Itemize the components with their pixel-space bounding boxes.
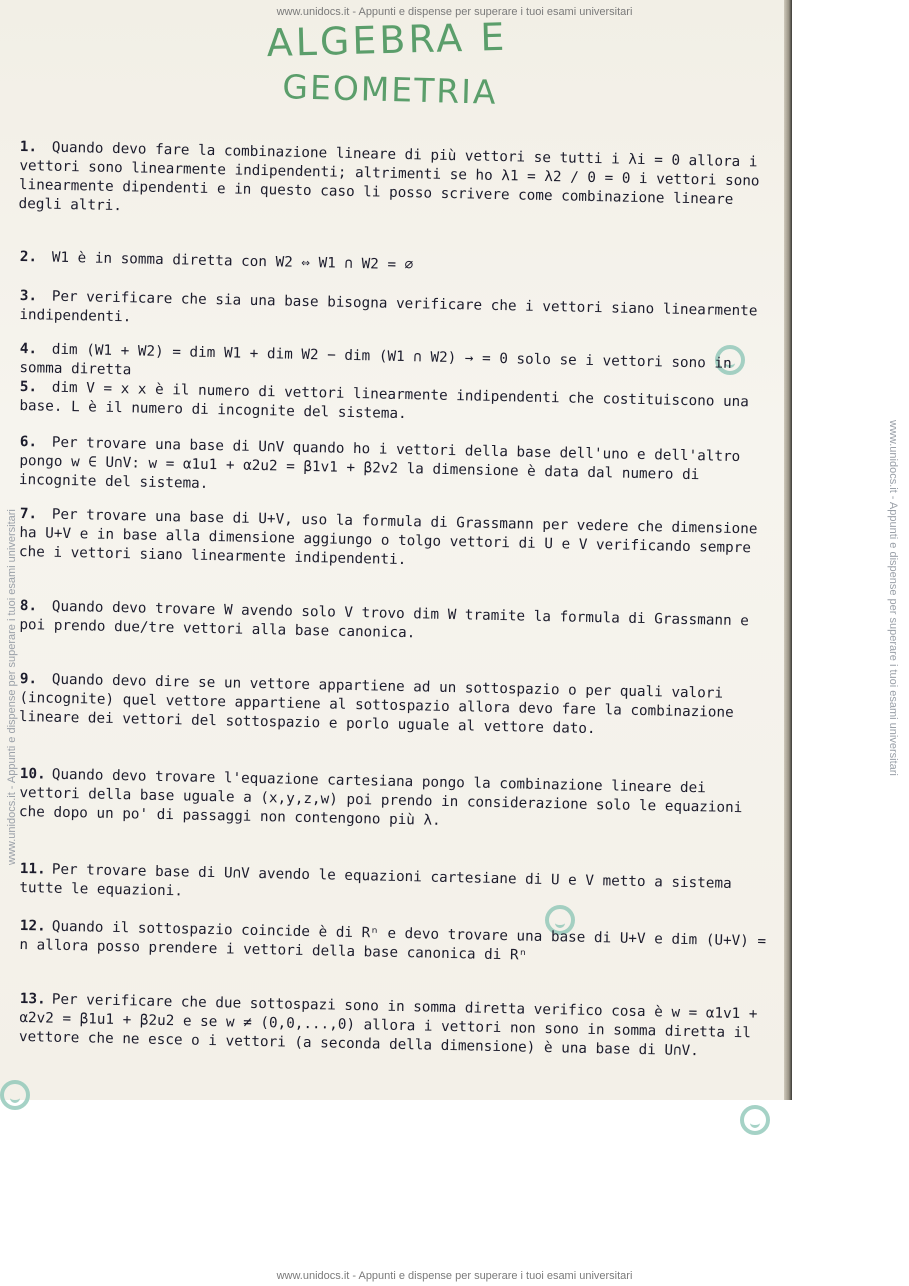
note-text: Per trovare una base di U∩V quando ho i vettori della base dell'uno e dell'altro pongo w ∈ U∩V: w = α1u1 + α2u2 = β1v1 + β2v2 la dimensione è data dal numero di incognite del sistema.: [18, 434, 741, 492]
note-number: 11.: [19, 860, 46, 878]
note-number: 13.: [19, 990, 46, 1008]
note-text: Quando devo trovare W avendo solo V trovo dim W tramite la formula di Grassmann e poi prendo due/tre vettori alla base canonica.: [19, 598, 750, 642]
note-text: Per verificare che due sottospazi sono in somma diretta verifico cosa è w = α1v1 + α2v2 = β1u1 + β2u2 e se w ≠ (0,0,...,0) allora i vettori non sono in somma diretta il vettore che ne esce o i vettori (a seconda della dimensione) è una base di U∩V.: [18, 991, 758, 1060]
note-text: dim (W1 + W2) = dim W1 + dim W2 − dim (W1 ∩ W2) → = 0 solo se i vettori sono in somma diretta: [19, 341, 732, 379]
unidocs-logo-icon: [0, 1080, 30, 1110]
note-text: Per trovare base di U∩V avendo le equazioni cartesiane di U e V metto a sistema tutte le equazioni.: [19, 861, 732, 900]
note-item: [18, 138, 771, 230]
note-text: Quando devo dire se un vettore appartiene ad un sottospazio o per quali valori (incognite) quel vettore appartiene al sottospazio allora devo fare la combinazione lineare dei vettori del sottospazio e porlo uguale al vettore dato.: [18, 671, 734, 738]
page-title: ALGEBRA E: [266, 14, 508, 66]
note-number: 7.: [19, 505, 38, 523]
note-text: Quando devo fare la combinazione lineare di più vettori se tutti i λi = 0 allora i vettori sono linearmente indipendenti; altrimenti se ho λ1 = λ2 / 0 = 0 i vettori sono linearmente dipendenti e in questo caso li posso scrivere come combinazione lineare degli altri.: [18, 139, 760, 215]
unidocs-logo-icon: [740, 1105, 770, 1135]
note-number: 3.: [19, 287, 38, 305]
note-number: 2.: [19, 248, 38, 266]
page-subtitle: GEOMETRIA: [281, 67, 499, 112]
watermark-top: www.unidocs.it - Appunti e dispense per superare i tuoi esami universitari: [276, 6, 633, 18]
watermark-side-right: www.unidocs.it - Appunti e dispense per superare i tuoi esami universitari: [887, 420, 899, 776]
note-number: 1.: [19, 138, 38, 156]
watermark-bottom: www.unidocs.it - Appunti e dispense per superare i tuoi esami universitari: [276, 1270, 633, 1282]
watermark-side-left: www.unidocs.it - Appunti e dispense per superare i tuoi esami universitari: [6, 509, 18, 865]
note-text: Quando devo trovare l'equazione cartesiana pongo la combinazione lineare dei vettori della base uguale a (x,y,z,w) poi prendo in considerazione solo le equazioni che dopo un po' di passaggi non contengono più λ.: [18, 766, 743, 829]
note-text: dim V = x x è il numero di vettori linearmente indipendenti che costituiscono una base. L è il numero di incognite del sistema.: [19, 379, 750, 423]
note-text: Per trovare una base di U+V, uso la formula di Grassmann per vedere che dimensione ha U+V e in base alla dimensione aggiungo o tolgo vettori di U e V verificando sempre che i vettori siano linearmente indipendenti.: [18, 506, 758, 569]
note-number: 4.: [19, 340, 38, 358]
note-text: Per verificare che sia una base bisogna verificare che i vettori siano linearmente indipendenti.: [19, 288, 758, 326]
note-number: 5.: [19, 378, 38, 396]
note-number: 8.: [19, 597, 38, 615]
note-number: 10.: [19, 765, 46, 783]
note-number: 12.: [19, 917, 46, 935]
note-text: W1 è in somma diretta con W2 ⇔ W1 ∩ W2 = ∅: [51, 249, 414, 274]
note-number: 9.: [19, 670, 38, 688]
note-number: 6.: [19, 433, 38, 451]
note-text: Quando il sottospazio coincide è di Rⁿ e devo trovare una base di U+V e dim (U+V) = n allora posso prendere i vettori della base canonica di Rⁿ: [19, 918, 767, 964]
